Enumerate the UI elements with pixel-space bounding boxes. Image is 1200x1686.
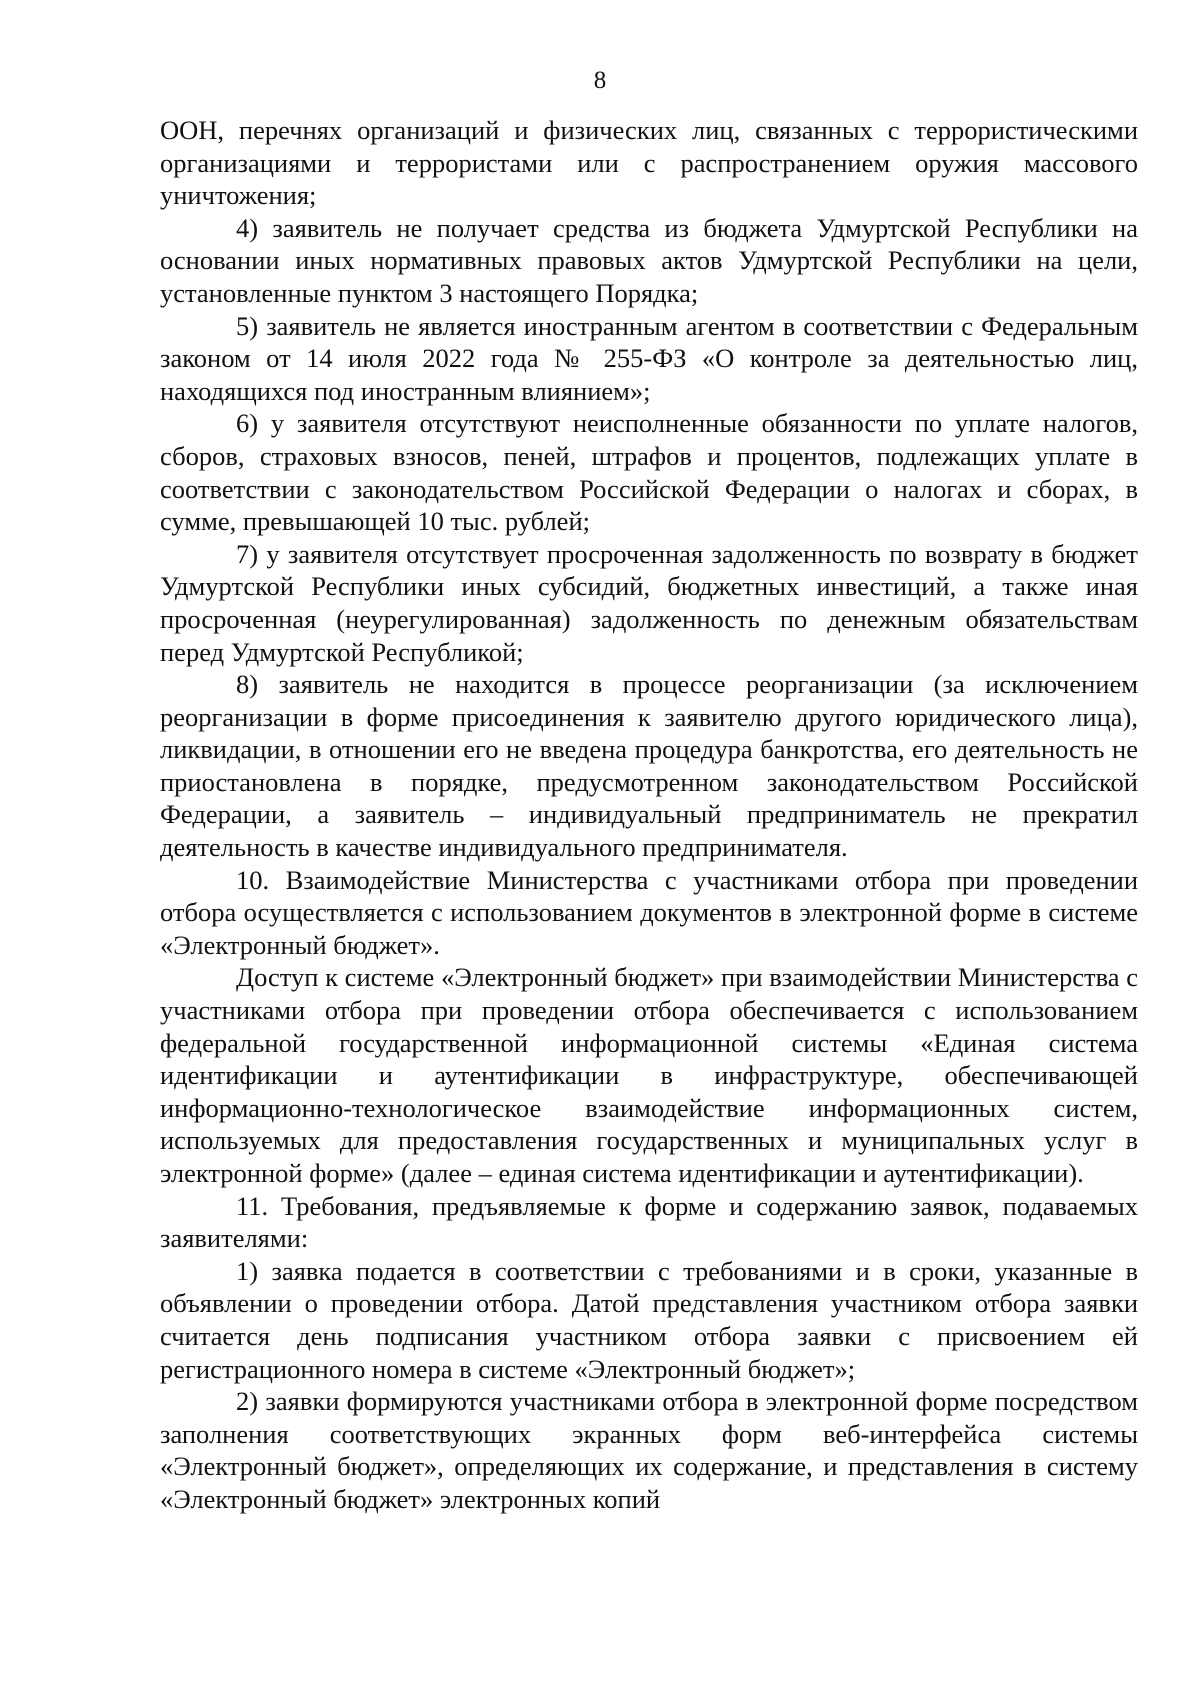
paragraph-access: Доступ к системе «Электронный бюджет» при взаимодействии Министерства с участниками отбора при проведении отбора обеспечивается с использованием федеральной государственной информационной системы «Единая система идентификации и аутентификации в инфраструктуре, обеспечивающей информационно-технологическое взаимодействие информационных систем, используемых для предоставления государственных и муниципальных услуг в электронной форме» (далее – единая система идентификации и аутентификации). bbox=[160, 962, 1138, 1188]
paragraph-item-8: 8) заявитель не находится в процессе реорганизации (за исключением реорганизации в форме присоединения к заявителю другого юридического лица), ликвидации, в отношении его не введена процедура банкротства, его деятельность не приостановлена в порядке, предусмотренном законодательством Российской Федерации, а заявитель – индивидуальный предприниматель не прекратил деятельность в качестве индивидуального предпринимателя. bbox=[160, 669, 1138, 863]
paragraph-clause-11: 11. Требования, предъявляемые к форме и содержанию заявок, подаваемых заявителями: bbox=[160, 1190, 1138, 1254]
paragraph-item-5: 5) заявитель не является иностранным агентом в соответствии с Федеральным законом от 14 июля 2022 года № 255-ФЗ «О контроле за деятельностью лиц, находящихся под иностранным влиянием»; bbox=[160, 310, 1138, 406]
paragraph-requirement-2: 2) заявки формируются участниками отбора в электронной форме посредством заполнения соответствующих экранных форм веб-интерфейса системы «Электронный бюджет», определяющих их содержание, и представления в систему «Электронный бюджет» электронных копий bbox=[160, 1386, 1138, 1514]
paragraph-requirement-1: 1) заявка подается в соответствии с требованиями и в сроки, указанные в объявлении о проведении отбора. Датой представления участником отбора заявки считается день подписания участником отбора заявки с присвоением ей регистрационного номера в системе «Электронный бюджет»; bbox=[160, 1255, 1138, 1384]
document-body bbox=[160, 114, 1138, 1516]
paragraph-continuation: ООН, перечнях организаций и физических лиц, связанных с террористическими организациями и террористами или с распространением оружия массового уничтожения; bbox=[160, 115, 1138, 211]
paragraph-item-6: 6) у заявителя отсутствуют неисполненные обязанности по уплате налогов, сборов, страховых взносов, пеней, штрафов и процентов, подлежащих уплате в соответствии с законодательством Российской Федерации о налогах и сборах, в сумме, превышающей 10 тыс. рублей; bbox=[160, 408, 1138, 537]
paragraph-item-4: 4) заявитель не получает средства из бюджета Удмуртской Республики на основании иных нормативных правовых актов Удмуртской Республики на цели, установленные пунктом 3 настоящего Порядка; bbox=[160, 212, 1138, 308]
paragraph-clause-10: 10. Взаимодействие Министерства с участниками отбора при проведении отбора осуществляется с использованием документов в электронной форме в системе «Электронный бюджет». bbox=[160, 864, 1138, 960]
page-number: 8 bbox=[593, 67, 607, 94]
paragraph-item-7: 7) у заявителя отсутствует просроченная задолженность по возврату в бюджет Удмуртской Республики иных субсидий, бюджетных инвестиций, а также иная просроченная (неурегулированная) задолженность по денежным обязательствам перед Удмуртской Республикой; bbox=[160, 538, 1138, 667]
